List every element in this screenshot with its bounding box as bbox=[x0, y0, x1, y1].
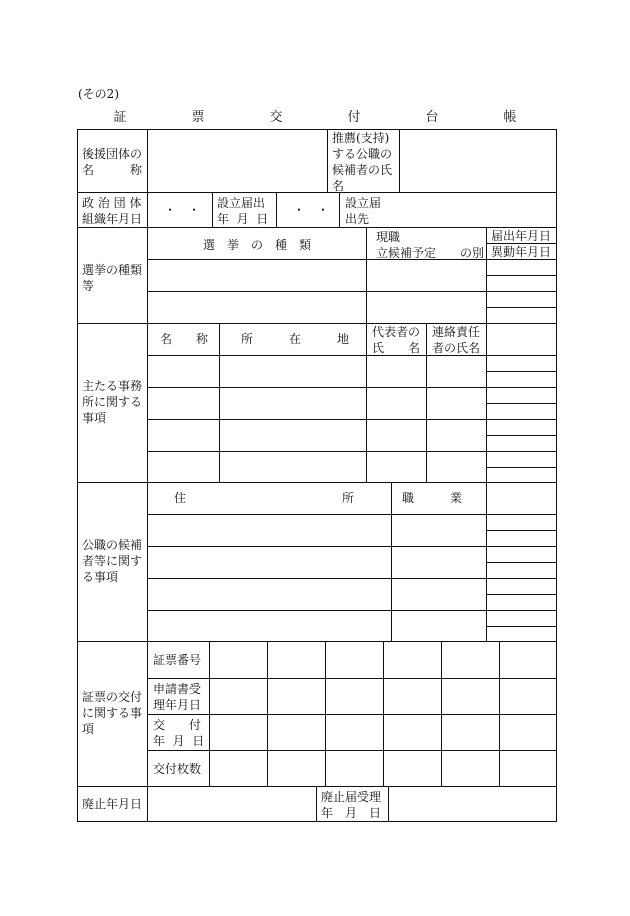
address-header: 住 所 bbox=[174, 491, 355, 505]
office-location-header: 所 在 地 bbox=[241, 332, 350, 346]
nominee-label: 推薦(支持) する公職の 候補者の氏 名 bbox=[332, 131, 393, 193]
candidate-section-label: 公職の候補 者等に関す る事項 bbox=[82, 538, 143, 584]
election-type-header: 選 挙 の 種 類 bbox=[203, 238, 312, 252]
application-date-label: 申請書受 理年月日 bbox=[153, 682, 202, 712]
occupation-header: 職 業 bbox=[402, 491, 463, 505]
org-name-label: 後援団体の 名 称 bbox=[82, 147, 143, 177]
office-section-label: 主たる事務 所に関する 事項 bbox=[82, 379, 143, 425]
issue-date-label: 交 付 年 月 日 bbox=[153, 718, 205, 748]
changed-date-header: 異動年月日 bbox=[491, 245, 552, 259]
issued-count-label: 交付枚数 bbox=[153, 762, 202, 776]
election-section-label: 選挙の種類 等 bbox=[82, 263, 143, 293]
cert-number-label: 証票番号 bbox=[153, 653, 202, 667]
filed-date-header: 届出年月日 bbox=[491, 229, 552, 243]
abolish-date-label: 廃止年月日 bbox=[82, 797, 143, 811]
contact-person-header: 連絡責任 者の氏名 bbox=[432, 325, 481, 355]
filing-date-dots: ・ ・ bbox=[293, 203, 330, 217]
org-date-dots: ・ ・ bbox=[164, 203, 201, 217]
page-title: 証 票 交 付 台 帳 bbox=[113, 110, 543, 125]
form-number: (その2) bbox=[78, 87, 119, 101]
org-date-label: 政 治 団 体 組織年月日 bbox=[82, 196, 143, 226]
certificate-section-label: 証票の交付 に関する事 項 bbox=[82, 690, 143, 736]
office-name-header: 名 称 bbox=[160, 332, 209, 346]
abolish-filing-label: 廃止届受理 年 月 日 bbox=[321, 790, 382, 820]
election-status-header: 現職 立候補予定 の別 bbox=[376, 230, 485, 260]
filing-date-label: 設立届出 年 月 日 bbox=[217, 196, 269, 226]
representative-header: 代表者の 氏 名 bbox=[372, 325, 421, 355]
filing-to-label: 設立届 出先 bbox=[345, 196, 382, 226]
